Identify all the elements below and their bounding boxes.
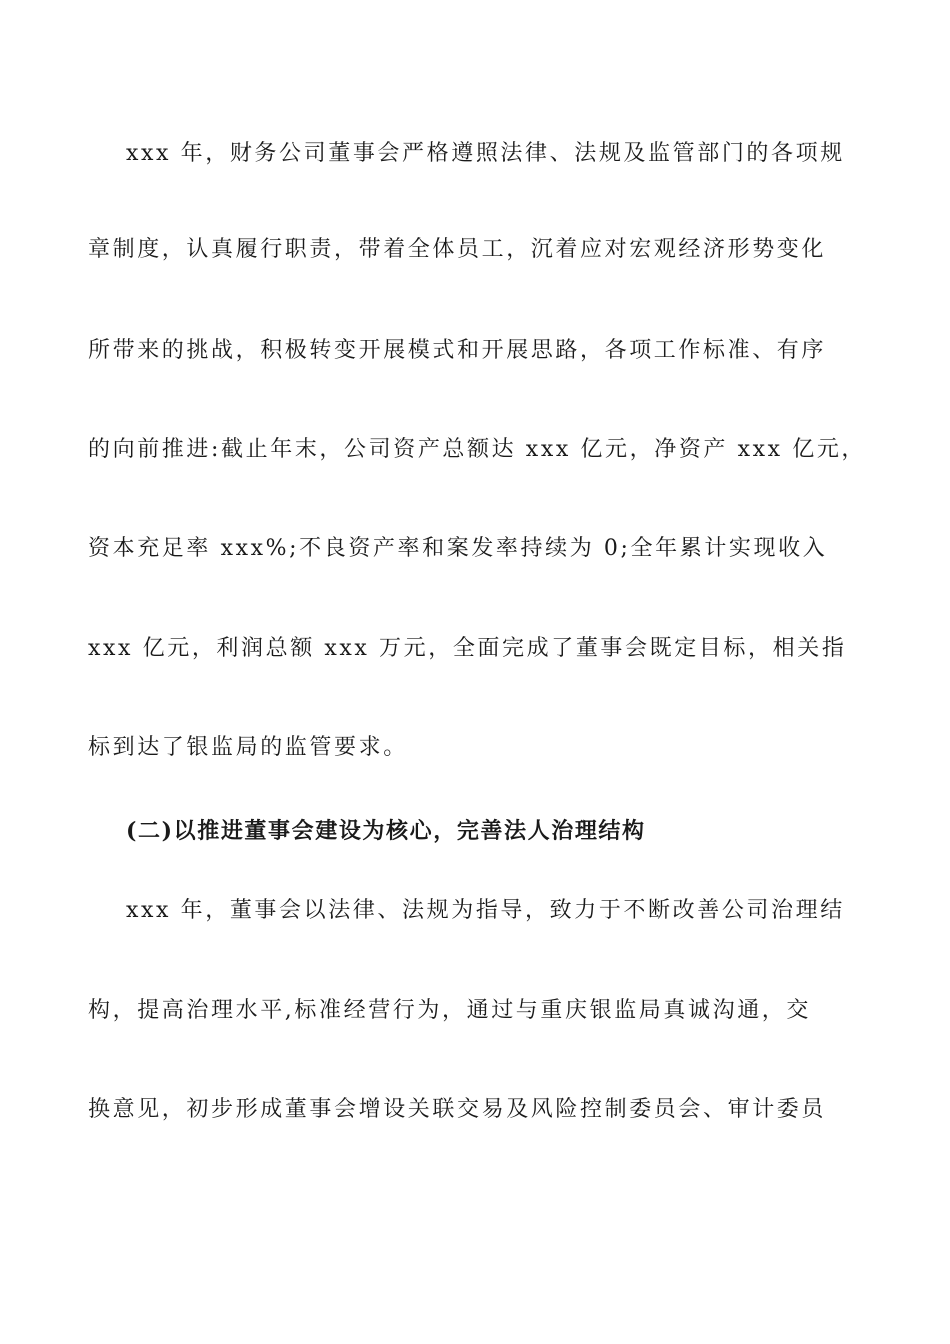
paragraph-1-line-5: 资本充足率 xxx%;不良资产率和案发率持续为 0;全年累计实现收入 (88, 536, 828, 561)
paragraph-1-line-6: xxx 亿元，利润总额 xxx 万元，全面完成了董事会既定目标，相关指 (88, 636, 847, 661)
paragraph-2-line-2: 构，提高治理水平,标准经营行为，通过与重庆银监局真诚沟通，交 (88, 998, 811, 1023)
paragraph-1-line-2: 章制度，认真履行职责，带着全体员工，沉着应对宏观经济形势变化 (88, 237, 827, 262)
paragraph-1-line-4: 的向前推进:截止年末，公司资产总额达 xxx 亿元，净资产 xxx 亿元， (88, 437, 867, 462)
paragraph-2-line-1: xxx 年，董事会以法律、法规为指导，致力于不断改善公司治理结 (126, 898, 845, 923)
paragraph-1-line-1: xxx 年，财务公司董事会严格遵照法律、法规及监管部门的各项规 (126, 141, 845, 166)
paragraph-2-line-3: 换意见，初步形成董事会增设关联交易及风险控制委员会、审计委员 (88, 1097, 827, 1122)
paragraph-1-line-3: 所带来的挑战，积极转变开展模式和开展思路，各项工作标准、有序 (88, 338, 827, 363)
section-heading: (二)以推进董事会建设为核心，完善法人治理结构 (126, 818, 646, 844)
paragraph-1-line-7: 标到达了银监局的监管要求。 (88, 735, 408, 760)
